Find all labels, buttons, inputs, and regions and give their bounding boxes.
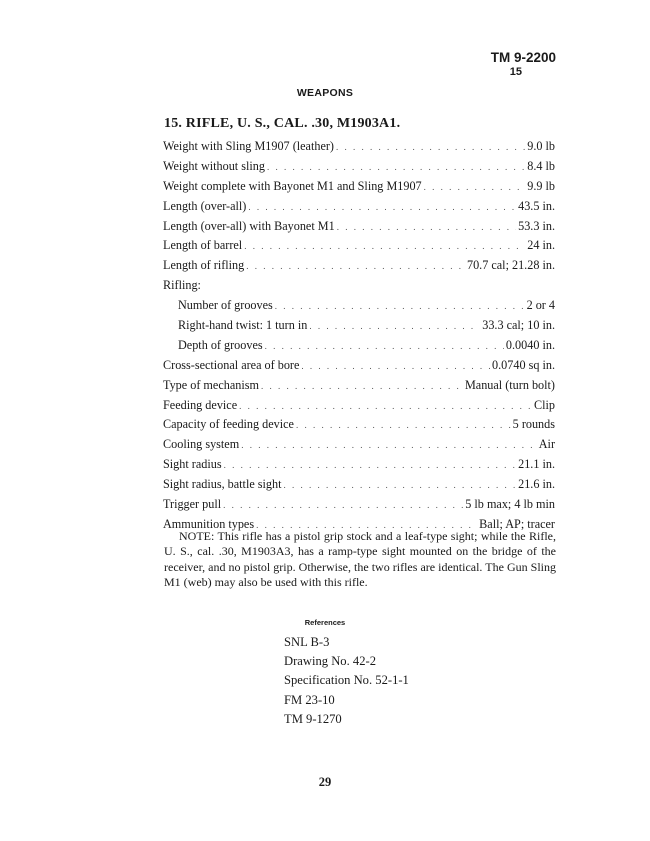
reference-item: SNL B-3 [284,635,330,649]
spec-label: Sight radius, battle sight [163,477,282,492]
spec-value: 9.9 lb [527,178,555,193]
spec-value: Air [538,437,555,452]
spec-value: 53.3 in. [518,218,555,233]
leader-dots [267,162,525,172]
spec-row [163,437,555,457]
spec-label: Length of rifling [163,258,245,273]
note-paragraph: NOTE: This rifle has a pistol grip stock and a leaf-type sight; while the Rifle, U. S., cal. .30, M1903A3, has a ramp-type sight mounted on the bridge of the receiver, and no pistol grip. Otherwise, the two rifles are identical. The Gun Sling M1 (web) may also be used with this rifle. [164,529,556,590]
spec-value: 33.3 cal; 10 in. [482,318,555,333]
reference-item: Drawing No. 42-2 [284,654,376,669]
reference-item: Specification No. 52-1-1 [284,673,409,688]
leader-dots [246,261,465,271]
references-list [284,633,409,729]
spec-row [163,318,555,338]
leader-dots [424,182,526,192]
leader-dots [265,341,504,351]
spec-label: Weight complete with Bayonet M1 and Sling M1907 [163,178,422,193]
spec-value: 43.5 in. [518,198,555,213]
spec-row [163,159,555,179]
reference-item: FM 23-10 [284,692,335,707]
spec-subheading [163,278,555,298]
page-title: 15. RIFLE, U. S., CAL. .30, M1903A1. [164,116,401,131]
references-heading: References [304,618,346,627]
leader-dots [244,241,525,251]
spec-value: Manual (turn bolt) [464,377,555,392]
leader-dots [239,401,532,411]
spec-label: Length (over-all) [163,198,247,213]
spec-row [163,378,555,398]
reference-item: TM 9-1270 [284,711,342,726]
spec-row [163,179,555,199]
spec-value: 8.4 lb [527,158,555,173]
spec-value: 2 or 4 [526,298,555,313]
spec-value: 24 in. [527,238,555,253]
spec-label: Right-hand twist: 1 turn in [178,318,308,333]
spec-label: Rifling: [163,278,201,293]
spec-value: Clip [534,397,555,412]
leader-dots [283,480,516,490]
spec-row [163,258,555,278]
spec-row [163,238,555,258]
spec-label: Weight with Sling M1907 (leather) [163,139,334,153]
leader-dots [309,321,480,331]
spec-value: Ball; AP; tracer [479,516,555,531]
leader-dots [241,440,537,450]
leader-dots [248,202,516,212]
spec-row [163,298,555,318]
spec-value: 21.6 in. [518,477,555,492]
spec-row [163,139,555,159]
spec-row [163,219,555,239]
spec-label: Depth of grooves [178,337,263,352]
spec-label: Cross-sectional area of bore [163,357,300,372]
leader-dots [301,361,490,371]
spec-label: Cooling system [163,437,240,452]
leader-dots [261,381,463,391]
leader-dots [223,500,463,510]
spec-label: Length of barrel [163,238,243,253]
spec-value: 21.1 in. [518,457,555,472]
page-number: 29 [318,775,332,789]
spec-value: 70.7 cal; 21.28 in. [466,258,555,273]
leader-dots [275,301,525,311]
spec-value: 5 lb max; 4 lb min [465,497,555,512]
spec-label: Capacity of feeding device [163,417,294,432]
spec-row [163,358,555,378]
spec-row [163,417,555,437]
spec-row [163,477,555,497]
spec-value: 0.0040 in. [505,337,555,352]
spec-row [163,338,555,358]
leader-dots [224,460,517,470]
spec-label: Trigger pull [163,497,222,512]
doc-number: TM 9-2200 [490,50,556,65]
spec-label: Feeding device [163,397,238,412]
spec-row [163,398,555,418]
spec-row [163,199,555,219]
leader-dots [296,420,511,430]
spec-row [163,497,555,517]
section-heading: WEAPONS [296,87,354,99]
spec-label: Length (over-all) with Bayonet M1 [163,218,335,233]
spec-label: Type of mechanism [163,377,259,392]
page-header [491,50,556,78]
section-number: 15 [509,65,522,78]
spec-value: 9.0 lb [527,139,555,153]
spec-label: Weight without sling [163,158,265,173]
spec-label: Number of grooves [178,298,273,313]
spec-list [163,139,555,537]
leader-dots [337,222,516,232]
spec-label: Ammunition types [163,516,255,531]
spec-value: 0.0740 sq in. [492,357,555,372]
spec-row [163,457,555,477]
spec-label: Sight radius [163,457,222,472]
leader-dots [336,142,525,152]
spec-value: 5 rounds [512,417,555,432]
